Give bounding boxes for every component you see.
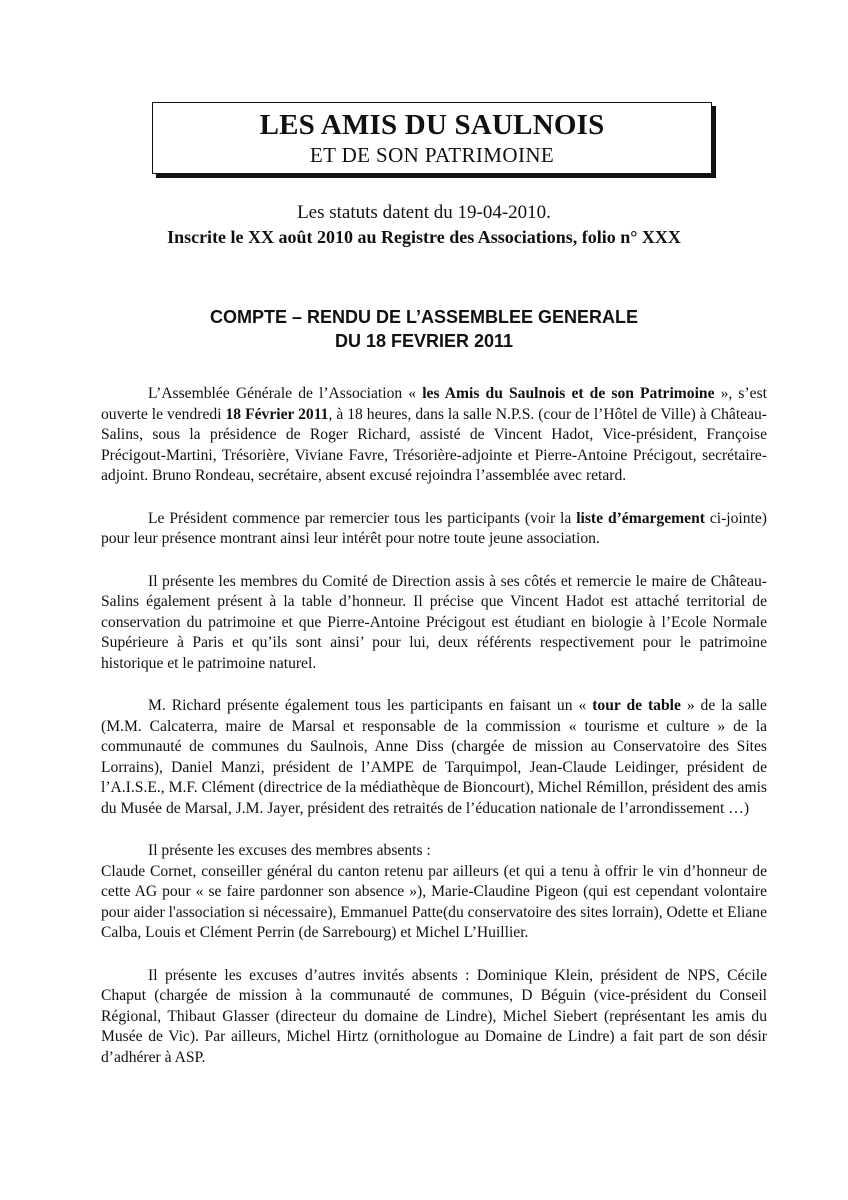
statuts-date: Les statuts datent du 19-04-2010. xyxy=(297,202,551,223)
registration-line: Inscrite le XX août 2010 au Registre des Associations, folio n° XXX xyxy=(167,227,681,247)
text-run: » de la salle (M.M. Calcaterra, maire de Marsal et responsable de la commission « tourisme et culture » de la communauté de communes du Saulnois, Anne Diss (chargée de mission au Conservatoire des Sites Lorrains), Daniel Manzi, président de l’AMPE de Tarquimpol, Jean-Claude Leidinger, président de l’A.I.S.E., M.F. Clément (directrice de la médiathèque de Bioncourt), Michel Rémillon, président des amis du Musée de Marsal, J.M. Jayer, président des retraités de l’éducation nationale de l’arrondissement …) xyxy=(101,697,767,817)
report-heading-line2: DU 18 FEVRIER 2011 xyxy=(334,331,514,351)
paragraph-opening xyxy=(101,384,767,487)
report-body xyxy=(101,384,767,1090)
tour-de-table-bold: tour de table xyxy=(592,697,681,714)
text-run: , à 18 heures, dans la salle N.P.S. (cour de l’Hôtel de Ville) à Château-Salins, sous la présidence de Roger Richard, assisté de Vincent Hadot, Vice-président, Françoise Précigout-Martini, Trésorière, Viviane Favre, Trésorière-adjointe et Pierre-Antoine Précigout, secrétaire-adjoint. Bruno Rondeau, secrétaire, absent excusé rejoindra l’assemblée avec retard. xyxy=(101,405,767,484)
attendance-list-bold: liste d’émargement xyxy=(576,509,705,527)
paragraph-participants xyxy=(101,696,767,819)
report-heading xyxy=(0,305,848,353)
paragraph-absent-guests: Il présente les excuses d’autres invités absents : Dominique Klein, président de NPS, Cécile Chaput (chargée de mission à la communauté de communes, D Béguin (vice-président du Conseil Régional, Thibaut Glasser (directeur du domaine de Lindre), Michel Siebert (représentant les amis du Musée de Vic). Par ailleurs, Michel Hirtz (ornithologue au Domaine de Lindre) a fait part de son désir d’adhérer à ASP. xyxy=(101,966,767,1066)
meeting-date-bold: 18 Février 2011 xyxy=(225,405,329,423)
title-box xyxy=(152,102,712,174)
paragraph-absent-intro: Il présente les excuses des membres absents : xyxy=(148,842,431,859)
text-run: M. Richard présente également tous les participants en faisant un « xyxy=(148,697,593,714)
text-run: Le Président commence par remercier tous les participants (voir la xyxy=(148,509,577,527)
text-run: », s’est ouverte le vendredi xyxy=(101,385,767,423)
report-heading-line1: COMPTE – RENDU DE L’ASSEMBLEE GENERALE xyxy=(209,307,639,327)
paragraph-committee: Il présente les membres du Comité de Direction assis à ses côtés et remercie le maire de Château-Salins également présent à la table d’honneur. Il précise que Vincent Hadot est attaché territorial de conservation du patrimoine et que Pierre-Antoine Précigout est étudiant en biologie à l’Ecole Normale Supérieure à Paris et qu’ils sont ainsi’ pour lui, deux référents respectivement pour le patrimoine historique et le patrimoine naturel. xyxy=(101,572,767,672)
association-title: LES AMIS DU SAULNOIS xyxy=(259,109,605,141)
association-subtitle: ET DE SON PATRIMOINE xyxy=(309,143,555,167)
paragraph-thanks xyxy=(101,509,767,550)
text-run: ci-jointe) pour leur présence montrant ainsi leur intérêt pour notre toute jeune association. xyxy=(101,509,767,547)
text-run: L’Assemblée Générale de l’Association « xyxy=(148,385,423,402)
association-name-bold: les Amis du Saulnois et de son Patrimoine xyxy=(422,385,715,402)
paragraph-absent-members: Claude Cornet, conseiller général du canton retenu par ailleurs (et qui a tenu à offrir le vin d’honneur de cette AG pour « se faire pardonner son absence »), Marie-Claudine Pigeon (qui est cependant volontaire pour aider l'association si nécessaire), Emmanuel Patte(du conservatoire des sites lorrain), Odette et Eliane Calba, Louis et Clément Perrin (de Sarrebourg) et Michel L’Huillier. xyxy=(101,862,767,941)
